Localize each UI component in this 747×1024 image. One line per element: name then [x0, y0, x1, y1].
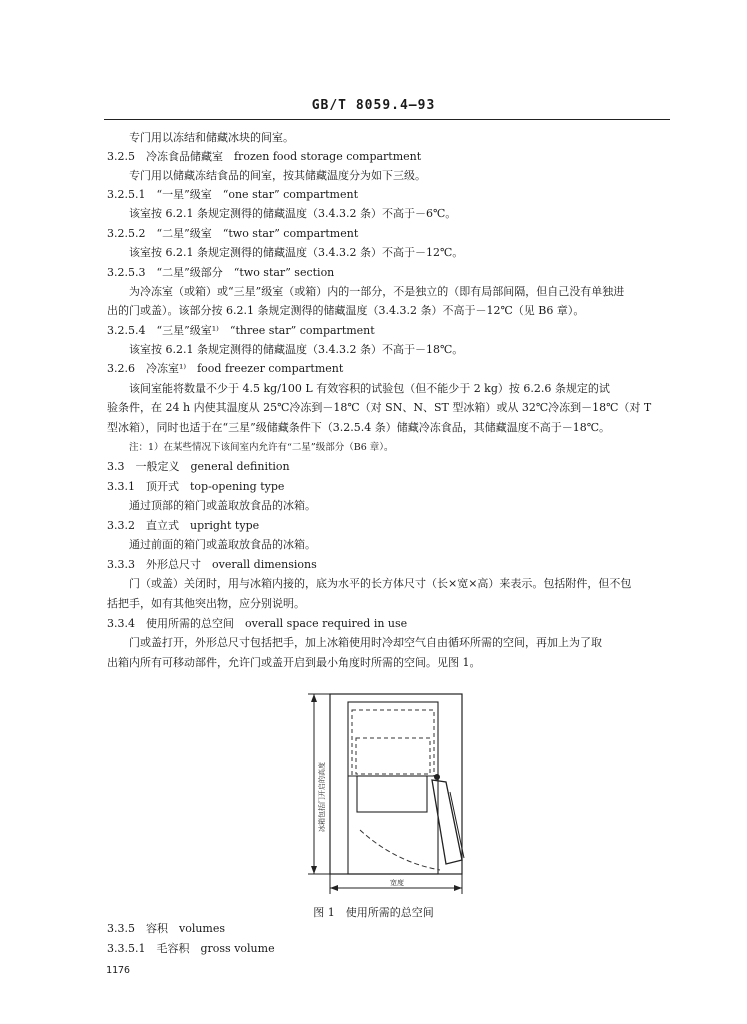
paragraph-line: 该间室能将数量不少于 4.5 kg/100 L 有效容积的试验包（但不能少于 2 kg）按 6.2.6 条规定的试	[129, 382, 610, 395]
footnote: 注：1）在某些情况下该间室内允许有“二星”级部分（B6 章）。	[129, 442, 394, 453]
figure-drawing	[300, 682, 468, 900]
section-heading: 3.2.5.2 “二星”级室 “two star” compartment	[107, 227, 359, 240]
paragraph-line: 通过顶部的箱门或盖取放食品的冰箱。	[129, 499, 316, 512]
height-label: 冰箱包括门开启的高度	[318, 762, 326, 832]
open-door	[432, 780, 462, 864]
arrow-up-icon	[311, 694, 317, 702]
paragraph-line: 出的门或盖）。该部分按 6.2.1 条规定测得的储藏温度（3.4.3.2 条）不高于－12℃（见 B6 章）。	[107, 304, 585, 317]
paragraph-line: 通过前面的箱门或盖取放食品的冰箱。	[129, 538, 316, 551]
header-rule	[104, 119, 670, 120]
paragraph-line: 专门用以冻结和储藏冰块的间室。	[129, 131, 294, 144]
paragraph-line: 型冰箱），同时也适于在“三星”级储藏条件下（3.2.5.4 条）储藏冷冻食品，其储藏温度不高于－18℃。	[107, 421, 611, 434]
hinge-icon	[434, 774, 440, 780]
door-swing-arc	[360, 830, 440, 870]
paragraph-line: 出箱内所有可移动部件，允许门或盖开启到最小角度时所需的空间。见图 1。	[107, 656, 481, 669]
arrow-right-icon	[454, 885, 462, 891]
paragraph-line: 专门用以储藏冻结食品的间室，按其储藏温度分为如下三级。	[129, 169, 426, 182]
width-label: 宽度	[390, 879, 404, 887]
section-heading: 3.2.5 冷冻食品储藏室 frozen food storage compartment	[107, 150, 422, 163]
arrow-left-icon	[330, 885, 338, 891]
paragraph-line: 门（或盖）关闭时，用与冰箱内接的，底为水平的长方体尺寸（长×宽×高）来表示。包括附件，但不包	[129, 577, 632, 590]
figure-overall-space	[300, 682, 468, 900]
paragraph-line: 该室按 6.2.1 条规定测得的储藏温度（3.4.3.2 条）不高于－18℃。	[129, 343, 464, 356]
drawer	[357, 776, 427, 812]
section-heading: 3.3.4 使用所需的总空间 overall space required in use	[107, 617, 408, 630]
paragraph-line: 该室按 6.2.1 条规定测得的储藏温度（3.4.3.2 条）不高于－6℃。	[129, 207, 457, 220]
section-heading: 3.3.2 直立式 upright type	[107, 519, 260, 532]
dashed-compartment-lower	[356, 738, 430, 774]
section-heading: 3.2.6 冷冻室¹⁾ food freezer compartment	[107, 362, 344, 375]
paragraph-line: 该室按 6.2.1 条规定测得的储藏温度（3.4.3.2 条）不高于－12℃。	[129, 246, 464, 259]
section-heading: 3.3.3 外形总尺寸 overall dimensions	[107, 558, 317, 571]
section-heading: 3.2.5.4 “三星”级室¹⁾ “three star” compartment	[107, 324, 375, 337]
figure-caption: 图 1 使用所需的总空间	[313, 906, 434, 919]
space-outline	[330, 694, 462, 874]
dashed-compartment-upper	[352, 710, 434, 776]
fridge-body	[348, 702, 438, 874]
paragraph-line: 门或盖打开，外形总尺寸包括把手，加上冰箱使用时冷却空气自由循环所需的空间，再加上为了取	[129, 636, 602, 649]
section-heading: 3.3 一般定义 general definition	[107, 460, 290, 473]
paragraph-line: 验条件，在 24 h 内使其温度从 25℃冷冻到－18℃（对 SN、N、ST 型冰箱）或从 32℃冷冻到－18℃（对 T	[107, 401, 652, 414]
document-header: GB/T 8059.4—93	[311, 98, 436, 113]
section-heading: 3.2.5.3 “二星”级部分 “two star” section	[107, 266, 335, 279]
section-heading: 3.3.1 顶开式 top-opening type	[107, 480, 285, 493]
arrow-down-icon	[311, 866, 317, 874]
section-heading: 3.3.5.1 毛容积 gross volume	[107, 942, 275, 955]
paragraph-line: 括把手，如有其他突出物，应分别说明。	[107, 597, 305, 610]
page-number: 1176	[106, 965, 131, 976]
section-heading: 3.2.5.1 “一星”级室 “one star” compartment	[107, 188, 359, 201]
section-heading: 3.3.5 容积 volumes	[107, 922, 226, 935]
paragraph-line: 为冷冻室（或箱）或“三星”级室（或箱）内的一部分，不是独立的（即有局部间隔，但自己没有单独进	[129, 285, 625, 298]
